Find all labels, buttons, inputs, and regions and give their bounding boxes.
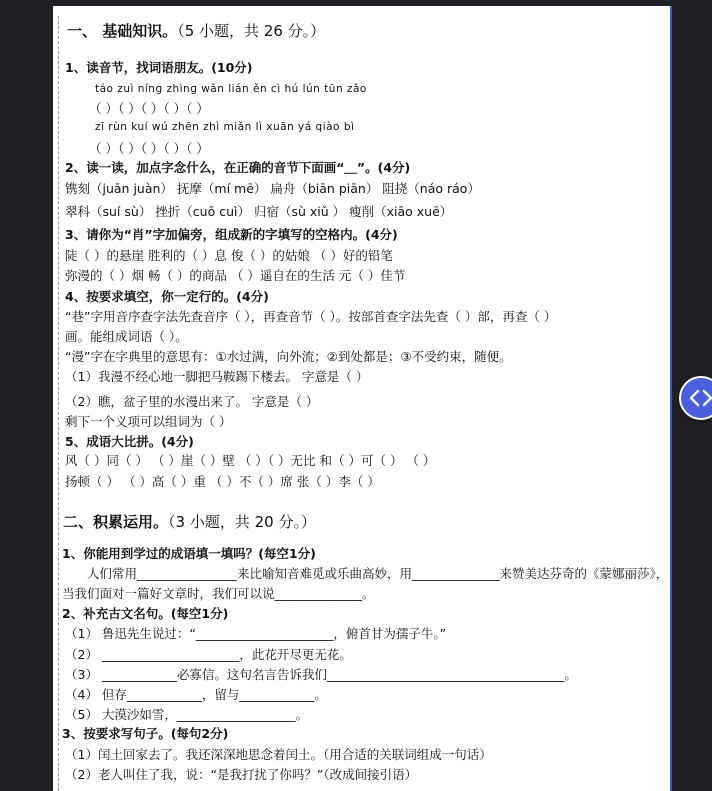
s1-q4-line1: “巷”字用音序查字法先查音序（ ），再查音节（ ）。按部首查字法先查（ ）部，再查（ ） [65,309,557,324]
s1-q1-blanks-row2: （ ）（ ）（ ）（ ）（ ） [89,141,209,156]
s1-q4-line5: （2）瞧，盆子里的水漫出来了。 字意是（ ） [65,394,319,409]
s2-q1-title: 1、你能用到学过的成语填一填吗？(每空1分) [62,546,316,561]
s1-q4-title: 4、按要求填空，你一定行的。(4分) [65,289,269,304]
s1-q1-pinyin-row2: zī rùn kuí wú zhēn zhì miǎn lì xuān yá qiào bì [95,121,355,133]
s2-q1-line2: 当我们面对一篇好文章时，我们可以说______________。 [62,586,375,601]
s1-q1-blanks-row1: （ ）（ ）（ ）（ ）（ ） [89,101,209,116]
s1-q2-title: 2、读一读，加点字念什么，在正确的音节下面画“＿”。(4分) [65,160,411,175]
binding-margin-line [58,16,59,791]
s1-q3-title: 3、请你为“肖”字加偏旁，组成新的字填写的空格内。(4分) [65,227,398,242]
s2-q2-title: 2、补充古文名句。(每空1分) [62,606,229,621]
s1-q5-row1: 风（ ）同（ ） （ ）崖（ ）壁 （ ）（ ）无比 和（ ）可（ ） （ ） [65,453,436,468]
s2-q2-item-2: （2） ______________________，此花开尽更无花。 [65,647,352,662]
s1-q4-line3: “漫”字在字典里的意思有：①水过满，向外流；②到处都是；③不受约束，随便。 [65,349,512,364]
section1-heading [67,23,325,40]
s1-q5-title: 5、成语大比拼。(4分) [65,434,194,449]
code-view-button[interactable] [679,376,712,420]
section2-title: 二、积累运用。 [63,513,169,531]
s1-q1-title: 1、读音节，找词语朋友。(10分) [65,60,253,75]
s1-q1-pinyin-row1: táo zuì nínɡ zhìnɡ wǎn lián ěn cì hú lún tūn zǎo [95,83,367,95]
s1-q3-row2: 弥漫的（ ）烟 畅（ ）的商品 （ ）遥自在的生活 元（ ）佳节 [65,268,406,283]
s1-q4-line6: 剩下一个义项可以组词为（ ） [65,414,232,429]
section1-score: （5 小题，共 26 分。） [177,22,326,40]
s1-q4-line2: 画。能组成词语（ ）。 [65,329,188,344]
s2-q3-item-1: （1）闰土回家去了。我还深深地思念着闰土。（用合适的关联词组成一句话） [65,747,492,762]
section2-heading [63,514,316,531]
s2-q3-title: 3、按要求写句子。(每句2分) [62,726,229,741]
code-icon [689,388,712,408]
s1-q2-row2: 翠科（suí sù） 挫折（cuō cuì） 归宿（sù xiǔ ） 瘦削（xiāo xuē） [65,204,453,219]
s2-q2-item-1: （1） 鲁迅先生说过：“______________________，俯首甘为孺子牛。” [65,626,447,641]
worksheet-page [53,6,672,791]
s1-q4-line4: （1）我漫不经心地一脚把马鞍踢下楼去。 字意是（ ） [65,369,369,384]
section2-score: （3 小题，共 20 分。） [168,513,316,531]
s2-q1-line1: 人们常用________________来比喻知音难觅或乐曲高妙，用______________来赞美达芬奇的《蒙娜丽莎》， [87,566,669,581]
section1-title: 一、 基础知识。 [67,22,178,40]
s1-q3-row1: 陡（ ）的悬崖 胜利的（ ）息 俊（ ）的姑娘 （ ）好的铅笔 [65,248,393,263]
s2-q2-item-3: （3） ____________必寡信。这句名言告诉我们______________________________________。 [65,667,577,682]
s2-q3-item-2: （2）老人叫住了我，说：“是我打扰了你吗？”（改成间接引语） [65,767,418,782]
s2-q2-item-5: （5） 大漠沙如雪，___________________。 [65,707,309,722]
s1-q2-row1: 镌刻（juān juàn） 抚摩（mí mē） 扁舟（biān piān） 阻挠（náo ráo） [65,181,480,196]
s1-q5-row2: 扬顿（ ） （ ）高（ ）重 （ ）不（ ）席 张（ ）李（ ） [65,474,380,489]
s2-q2-item-4: （4） 但存____________，留与____________。 [65,687,327,702]
